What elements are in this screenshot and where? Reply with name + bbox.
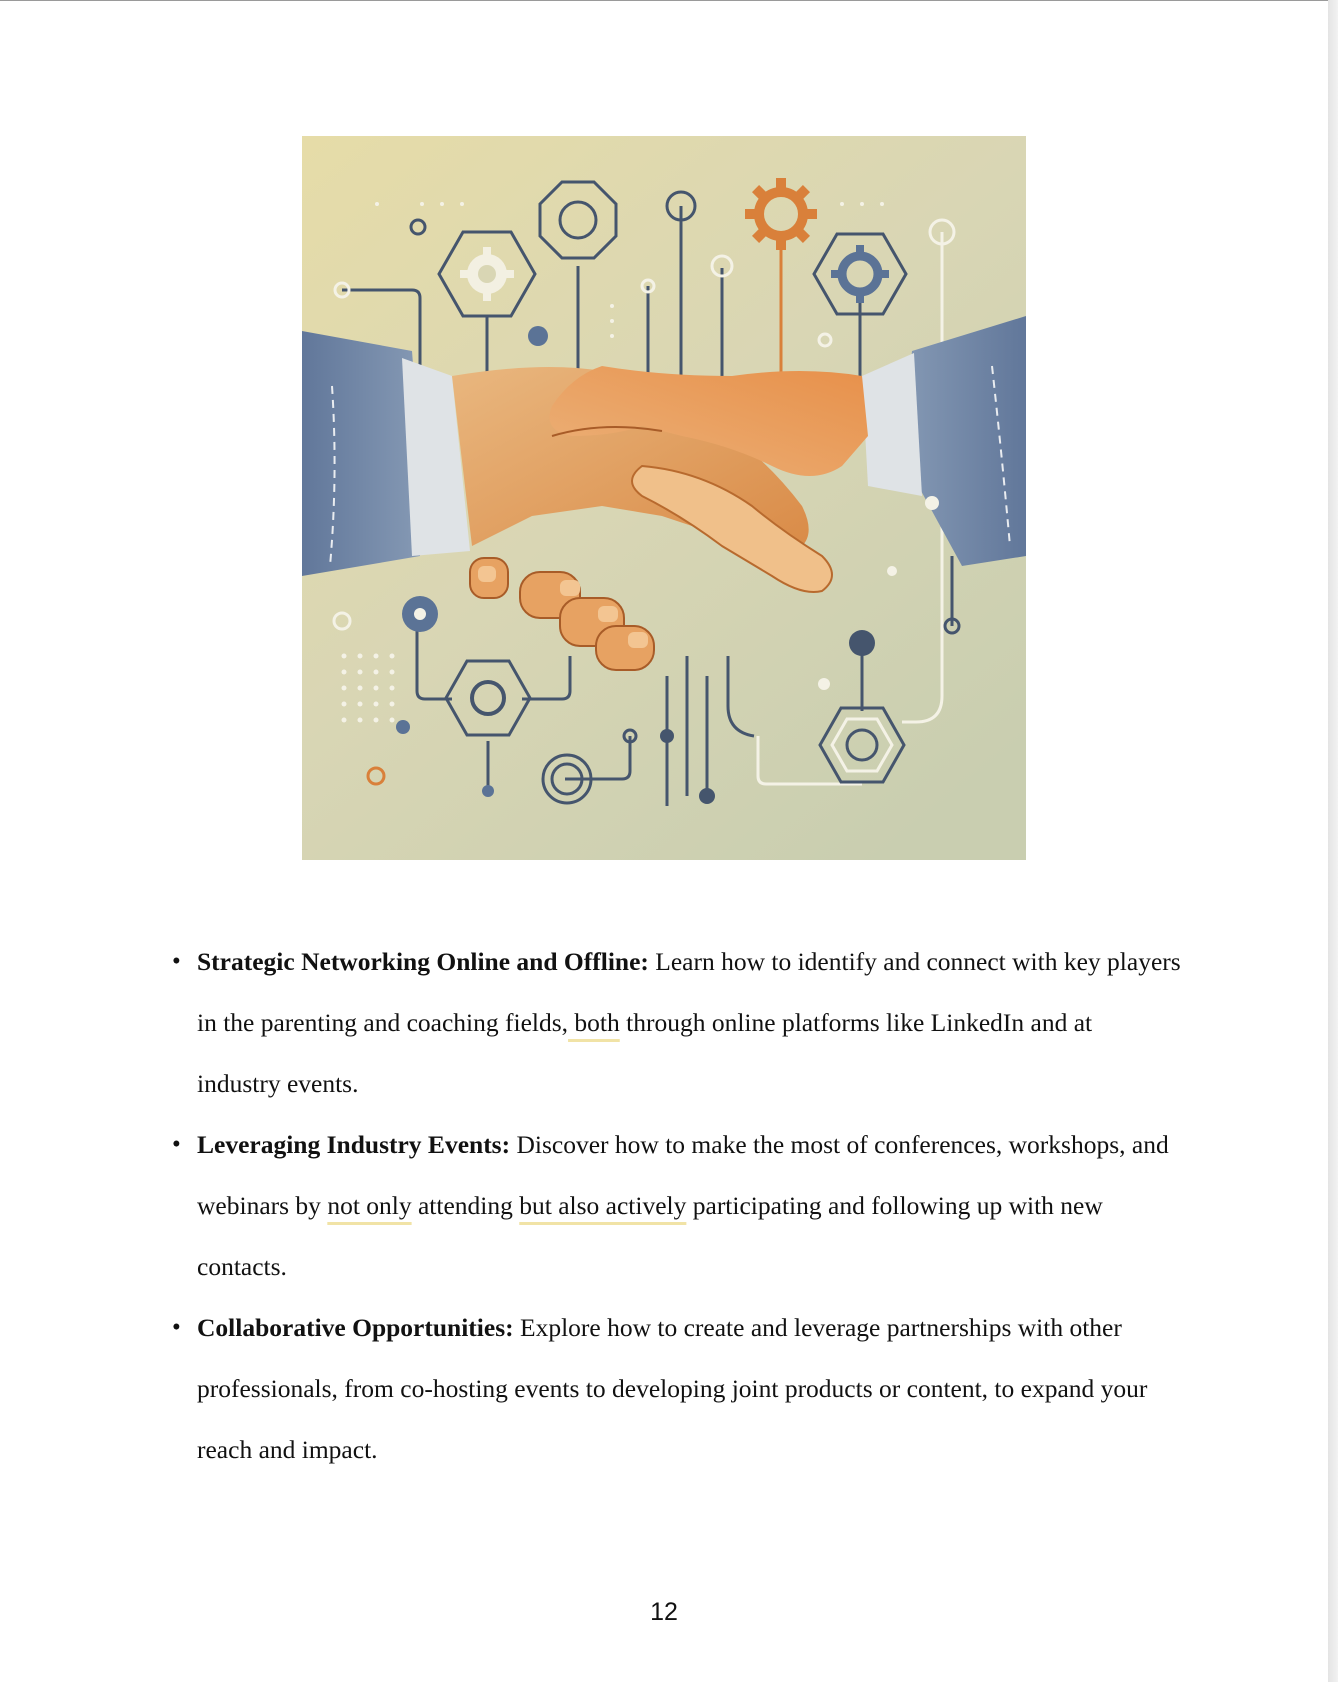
grammar-marked-text: both xyxy=(568,1008,620,1037)
handshake-illustration xyxy=(302,136,1026,860)
bullet-text: attending xyxy=(411,1191,520,1220)
bullet-text: through online platforms like LinkedIn and at industry events. xyxy=(197,1008,1093,1098)
grammar-marked-text: but also actively xyxy=(519,1191,687,1220)
page-number: 12 xyxy=(650,1598,678,1626)
bullet-marker: • xyxy=(172,1314,181,1341)
bullet-marker: • xyxy=(172,1131,181,1158)
bullet-text: Explore how to create and leverage partnerships with other professionals, from co-hosting events to developing joint products or content, to expand your reach and impact. xyxy=(197,1313,1148,1464)
bullet-title: Collaborative Opportunities: xyxy=(197,1313,514,1342)
bullet-text: participating and following up with new contacts. xyxy=(197,1191,1103,1281)
bullet-marker: • xyxy=(172,948,181,975)
bullet-title: Strategic Networking Online and Offline: xyxy=(197,947,649,976)
page-edge xyxy=(1328,0,1338,1682)
blue-dot-1 xyxy=(528,326,548,346)
bullet-title: Leveraging Industry Events: xyxy=(197,1130,511,1159)
bullet-text: Discover how to make the most of conferences, workshops, and webinars by xyxy=(197,1130,1169,1220)
bullet-text: Learn how to identify and connect with key players in the parenting and coaching fields, xyxy=(197,947,1181,1037)
list-item xyxy=(172,1114,1182,1297)
bullet-list xyxy=(172,931,1182,1480)
list-item xyxy=(172,1297,1182,1480)
list-item xyxy=(172,931,1182,1114)
grammar-marked-text: not only xyxy=(327,1191,412,1220)
